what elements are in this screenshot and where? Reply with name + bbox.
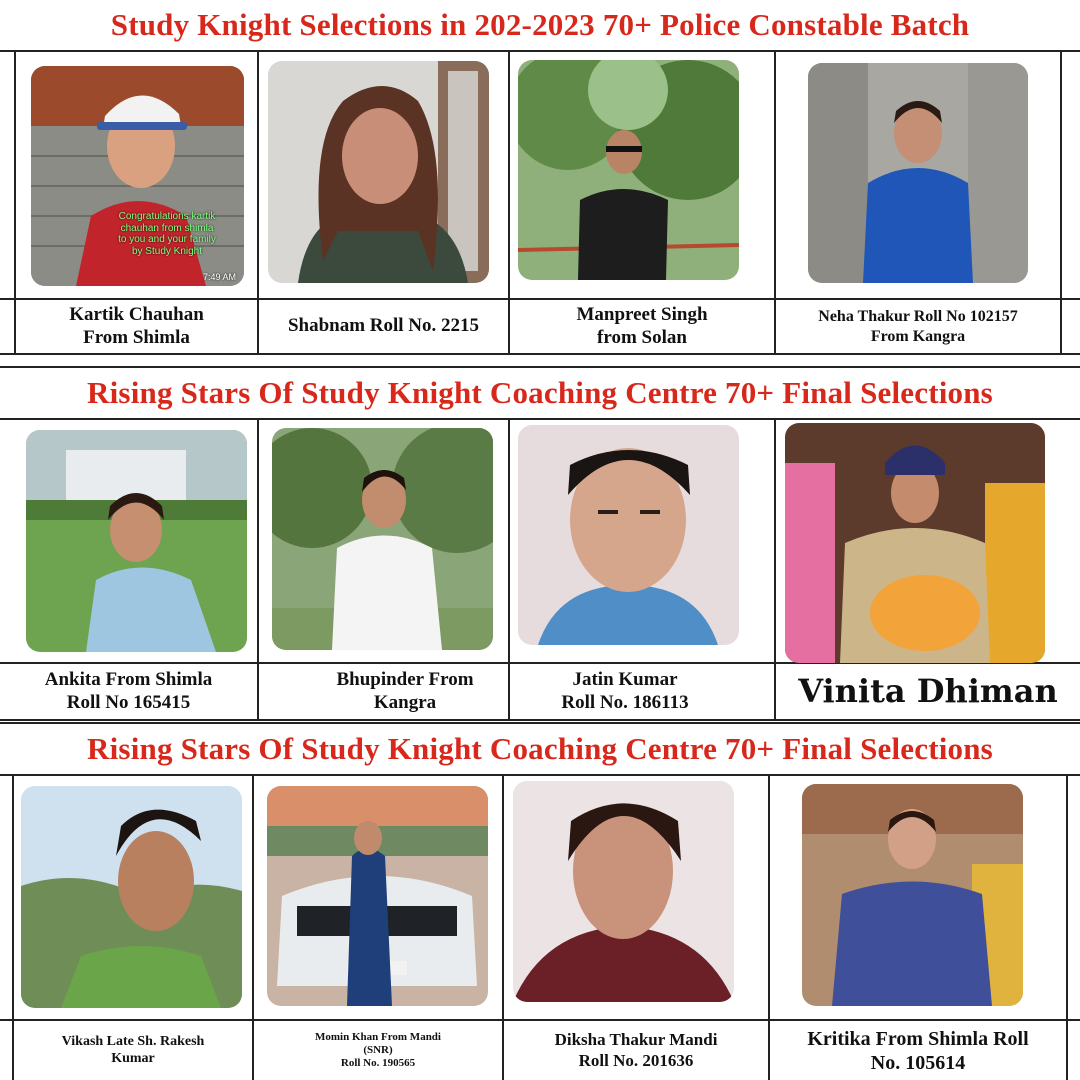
caption-manpreet-singh <box>510 300 774 353</box>
caption-kartik-chauhan <box>16 300 257 353</box>
photo-kartik-chauhan <box>31 66 244 286</box>
caption-line: from Solan <box>597 326 687 348</box>
caption-line: Manpreet Singh <box>576 303 708 325</box>
caption-line: Shabnam Roll No. 2215 <box>287 315 480 337</box>
photo-bhupinder <box>272 428 493 650</box>
caption-neha-thakur <box>776 300 1060 353</box>
caption-line: Diksha Thakur Mandi <box>554 1030 718 1050</box>
caption-line: Vikash Late Sh. Rakesh <box>61 1033 205 1049</box>
caption-line: From Kangra <box>870 327 966 345</box>
banner-top-title: Study Knight Selections in 202-2023 70+ Police Constable Batch <box>110 7 970 42</box>
caption-line: Neha Thakur Roll No 102157 <box>818 308 1018 326</box>
caption-line: Bhupinder From <box>336 668 474 690</box>
banner-bottom-title: Rising Stars Of Study Knight Coaching Centre 70+ Final Selections <box>87 731 993 766</box>
caption-jatin-kumar <box>510 664 740 719</box>
caption-bhupinder <box>259 664 551 719</box>
banner-top <box>0 0 1080 52</box>
banner-middle-title: Rising Stars Of Study Knight Coaching Centre 70+ Final Selections <box>87 375 993 410</box>
caption-line: Roll No. 190565 <box>340 1057 416 1070</box>
photo-diksha-thakur <box>513 781 734 1002</box>
photo-ankita <box>26 430 247 652</box>
caption-momin-khan <box>254 1021 502 1080</box>
photo-vikash <box>21 786 242 1008</box>
caption-vikash <box>14 1021 252 1080</box>
caption-diksha-thakur <box>504 1021 768 1080</box>
row-1 <box>0 52 1080 355</box>
photo-kritika <box>802 784 1023 1006</box>
caption-line: Momin Khan From Mandi <box>314 1030 441 1043</box>
caption-ankita <box>0 664 257 719</box>
caption-line: Kumar <box>111 1050 155 1066</box>
photo-overlay-message: Congratulations kartik chauhan from shimla to you and your family by Study Knight <box>118 211 216 257</box>
caption-kritika <box>770 1021 1066 1080</box>
caption-line: Roll No. 186113 <box>561 691 689 713</box>
caption-shabnam <box>259 300 508 353</box>
photo-jatin-kumar <box>518 425 739 645</box>
caption-line: Jatin Kumar <box>572 668 678 690</box>
caption-line: Vinita Dhiman <box>798 672 1058 711</box>
row-2 <box>0 418 1080 721</box>
caption-line: No. 105614 <box>870 1051 966 1074</box>
photo-momin-khan <box>267 786 488 1006</box>
caption-line: From Shimla <box>83 326 190 348</box>
caption-line: Ankita From Shimla <box>44 668 213 690</box>
caption-line: Roll No. 201636 <box>578 1050 694 1070</box>
caption-line: Roll No 165415 <box>66 691 191 713</box>
banner-bottom <box>0 722 1080 776</box>
caption-vinita-dhiman <box>776 664 1080 719</box>
photo-manpreet-singh <box>518 60 739 280</box>
photo-overlay-time: 7:49 AM <box>203 272 237 282</box>
caption-line: Kartik Chauhan <box>69 303 204 325</box>
photo-shabnam <box>268 61 489 283</box>
photo-vinita-dhiman <box>785 423 1045 663</box>
caption-line: Kangra <box>373 691 437 713</box>
row-3 <box>0 774 1080 1080</box>
banner-middle <box>0 366 1080 420</box>
photo-neha-thakur <box>808 63 1028 283</box>
caption-line: (SNR) <box>363 1043 393 1056</box>
caption-line: Kritika From Shimla Roll <box>807 1027 1029 1050</box>
